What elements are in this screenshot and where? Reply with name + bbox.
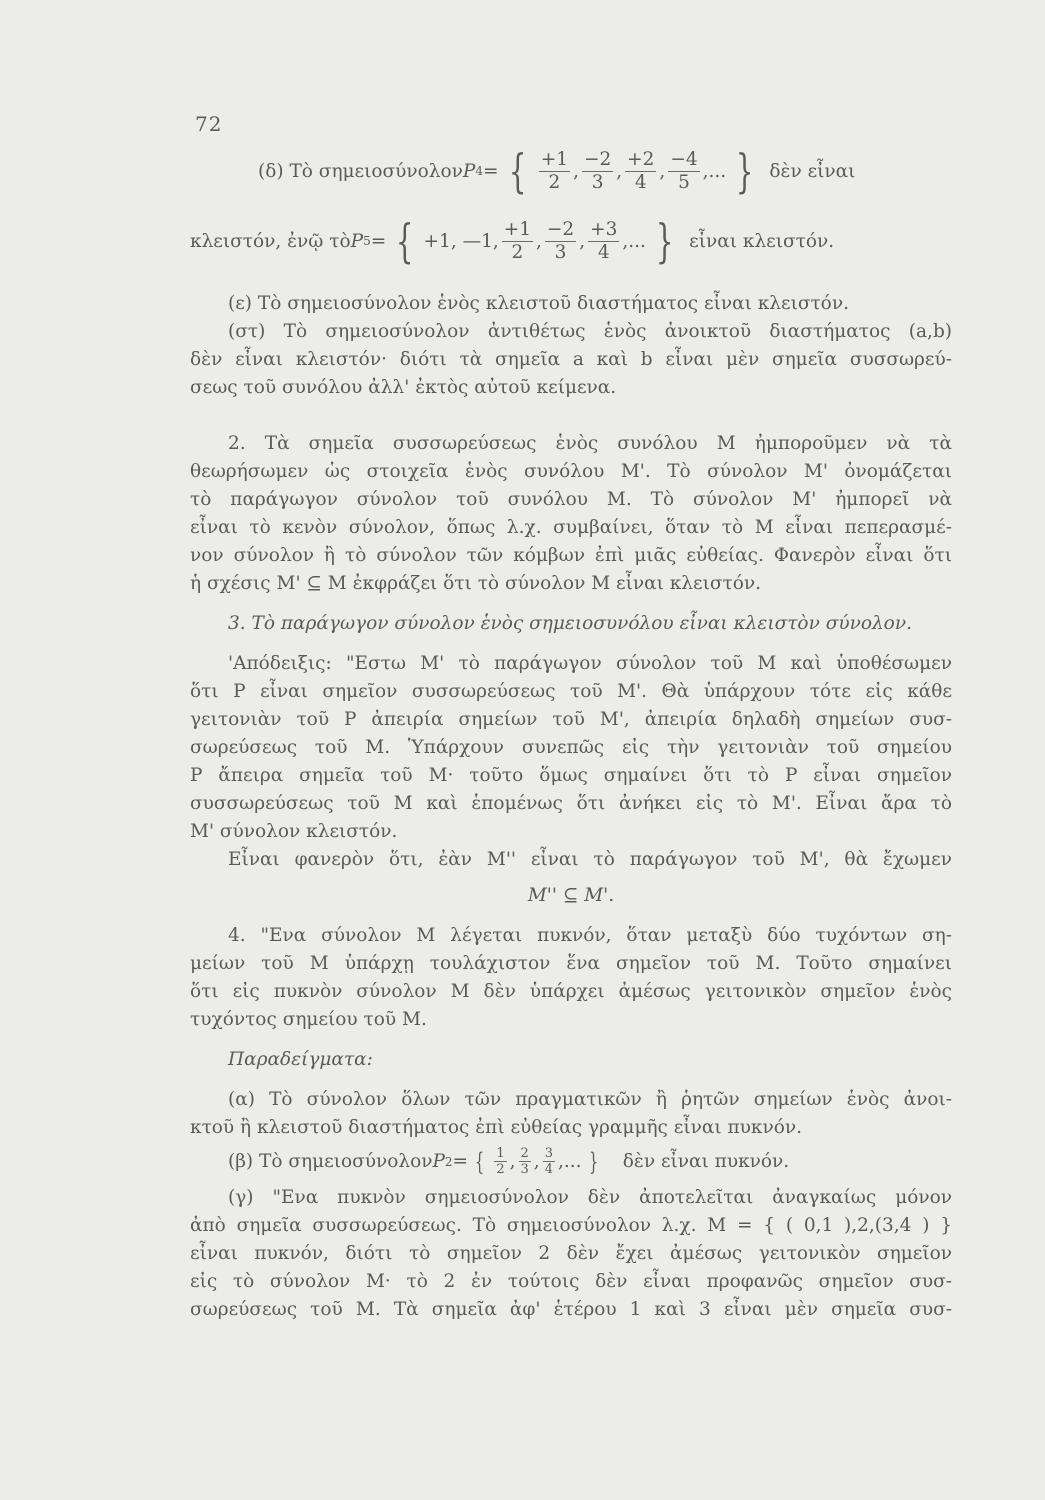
theorem-line: 3. Τὸ παράγωγον σύνολον ἑνὸς σημειοσυνόλου εἶναι κλειστὸν σύνολον. [228, 613, 912, 634]
set-subscript: 2 [444, 1154, 453, 1169]
eq-lead: κλειστόν, ἐνῷ τὸ [190, 230, 351, 252]
page-number: 72 [195, 112, 223, 136]
left-brace: { [508, 144, 526, 198]
text-line: M' σύνολον κλειστόν. [190, 821, 398, 842]
eq-sign: = [370, 230, 387, 252]
ellipsis: ,... [622, 230, 646, 252]
fraction: $\frac{+3}{4}$ [590, 218, 618, 263]
text-line: δὲν εἶναι κλειστόν· διότι τὰ σημεῖα a καὶ b εἶναι μὲν σημεῖα συσσωρεύ- [190, 349, 952, 370]
ellipsis: ,... [702, 160, 727, 182]
text-line: Εἶναι φανερὸν ὅτι, ἐὰν M'' εἶναι τὸ παράγωγον τοῦ M', θὰ ἔχωμεν [228, 849, 952, 870]
text-line: ὅτι εἰς πυκνὸν σύνολον M δὲν ὑπάρχει ἀμέσως γειτονικὸν σημεῖον ἑνὸς [190, 981, 952, 1002]
fraction: $\frac{+1}{2}$ [503, 218, 532, 263]
fraction: $\frac{-2}{3}$ [583, 148, 612, 193]
text-line: νον σύνολον ἢ τὸ σύνολον τῶν κόμβων ἐπὶ μιᾶς εὐθείας. Φανερὸν εἶναι ὅτι [190, 545, 952, 566]
right-brace: } [655, 214, 674, 268]
fraction: $\frac{+2}{4}$ [627, 148, 655, 193]
equation-p2: (β) Τὸ σημειοσύνολον P 2 = { $\frac{1}{2}$ , $\frac{2}{3}$ , $\frac{3}{4}$ ,... } δὲν εἶναι πυκνόν. [228, 1146, 790, 1177]
text-line: σωρεύσεως τοῦ M. Ὑπάρχουν συνεπῶς εἰς τὴν γειτονιὰν τοῦ σημείου [190, 737, 952, 758]
right-brace: } [735, 144, 754, 198]
text-line: (στ) Τὸ σημειοσύνολον ἀντιθέτως ἑνὸς ἀνοικτοῦ διαστήματος (a,b) [228, 321, 952, 342]
text-line: συσσωρεύσεως τοῦ M καὶ ἑπομένως ὅτι ἀνήκει εἰς τὸ M'. Εἶναι ἄρα τὸ [190, 793, 952, 814]
text-line: εἶναι τὸ κενὸν σύνολον, ὅπως λ.χ. συμβαίνει, ὅταν τὸ M εἶναι πεπερασμέ- [190, 517, 952, 538]
set-symbol: P [350, 230, 364, 252]
text-line: τυχόντος σημείου τοῦ M. [190, 1009, 427, 1030]
fraction: $\frac{1}{2}$ [496, 1146, 505, 1177]
text-line: 2. Τὰ σημεῖα συσσωρεύσεως ἑνὸς συνόλου M ἠμποροῦμεν νὰ τὰ [228, 433, 952, 454]
text-line: 'Απόδειξις: "Εστω M' τὸ παράγωγον σύνολον τοῦ M καὶ ὑποθέσωμεν [228, 653, 952, 674]
set-subscript: 4 [475, 164, 483, 178]
eq-tail: δὲν εἶναι [769, 160, 856, 182]
eq-lead: (δ) Τὸ σημειοσύνολον [258, 160, 463, 182]
eq-prefix: +1, —1, [423, 230, 499, 252]
text-line: σωρεύσεως τοῦ M. Τὰ σημεῖα ἀφ' ἑτέρου 1 καὶ 3 εἶναι μὲν σημεῖα συσ- [190, 1299, 952, 1320]
text-line: γειτονιὰν τοῦ P ἀπειρία σημείων τοῦ M', ἀπειρία δηλαδὴ σημείων συσ- [190, 709, 952, 730]
text-line: θεωρήσωμεν ὡς στοιχεῖα ἑνὸς συνόλου M'. Τὸ σύνολον M' ὀνομάζεται [190, 461, 952, 482]
right-brace: } [588, 1147, 598, 1176]
formula-line: M'' ⊆ M'. [527, 885, 615, 906]
fraction: $\frac{-4}{5}$ [670, 148, 698, 193]
text-line: 4. "Ενα σύνολον M λέγεται πυκνόν, ὅταν μεταξὺ δύο τυχόντων ση- [228, 925, 952, 946]
fraction: $\frac{-2}{3}$ [546, 218, 575, 263]
equation-p5: κλειστόν, ἐνῷ τὸ P 5 = { +1, —1, $\frac{+1}{2}$ , $\frac{-2}{3}$ , $\frac{+3}{4}$ ,... } εἶναι κλειστόν. [190, 214, 835, 268]
text-line: μείων τοῦ M ὑπάρχῃ τουλάχιστον ἕνα σημεῖον τοῦ M. Τοῦτο σημαίνει [190, 953, 952, 974]
eq-sign: = [483, 160, 499, 182]
eq-tail: δὲν εἶναι πυκνόν. [622, 1151, 790, 1172]
text-line: εἰς τὸ σύνολον M· τὸ 2 ἐν τούτοις δὲν εἶναι προφανῶς σημεῖον συσ- [190, 1271, 952, 1292]
text-line: εἶναι πυκνόν, διότι τὸ σημεῖον 2 δὲν ἔχει ἀμέσως γειτονικὸν σημεῖον [190, 1243, 952, 1264]
text-line: τὸ παράγωγον σύνολον τοῦ συνόλου M. Τὸ σύνολον M' ἠμπορεῖ νὰ [190, 489, 952, 510]
left-brace: { [396, 214, 414, 268]
text-line: P ἄπειρα σημεῖα τοῦ M· τοῦτο ὅμως σημαίνει ὅτι τὸ P εἶναι σημεῖον [190, 765, 952, 786]
set-symbol: P [462, 160, 476, 182]
text-line: (ε) Τὸ σημειοσύνολον ἑνὸς κλειστοῦ διαστήματος εἶναι κλειστόν. [228, 293, 849, 314]
fraction: $\frac{3}{4}$ [544, 1146, 553, 1177]
ellipsis: ,... [557, 1151, 582, 1172]
eq-sign: = [452, 1151, 469, 1172]
examples-heading: Παραδείγματα: [228, 1049, 373, 1070]
text-line: κτοῦ ἢ κλειστοῦ διαστήματος ἐπὶ εὐθείας γραμμῆς εἶναι πυκνόν. [190, 1117, 802, 1138]
text-line: σεως τοῦ συνόλου ἀλλ' ἐκτὸς αὐτοῦ κείμενα. [190, 377, 617, 398]
text-line: ἀπὸ σημεῖα συσσωρεύσεως. Τὸ σημειοσύνολον λ.χ. M = { ( 0,1 ),2,(3,4 ) } [190, 1215, 952, 1236]
eq-lead: (β) Τὸ σημειοσύνολον [228, 1151, 433, 1172]
equation-p4: (δ) Τὸ σημειοσύνολον P 4 = { $\frac{+1}{2}$ , $\frac{-2}{3}$ , $\frac{+2}{4}$ , $\frac{-4}{5}$ ,... } δὲν εἶναι [258, 144, 856, 198]
text-line: ἡ σχέσις M' ⊆ M ἐκφράζει ὅτι τὸ σύνολον M εἶναι κλειστόν. [190, 573, 761, 594]
set-subscript: 5 [363, 234, 371, 248]
eq-tail: εἶναι κλειστόν. [689, 230, 835, 252]
text-line: (α) Τὸ σύνολον ὅλων τῶν πραγματικῶν ἢ ῥητῶν σημείων ἑνὸς ἀνοι- [228, 1089, 952, 1110]
text-line: ὅτι P εἶναι σημεῖον συσσωρεύσεως τοῦ M'. Θὰ ὑπάρχουν τότε εἰς κάθε [190, 681, 952, 702]
text-line: (γ) "Ενα πυκνὸν σημειοσύνολον δὲν ἀποτελεῖται ἀναγκαίως μόνον [228, 1187, 952, 1208]
fraction: $\frac{2}{3}$ [520, 1146, 529, 1177]
left-brace: { [475, 1147, 485, 1176]
set-symbol: P [432, 1151, 445, 1172]
fraction: $\frac{+1}{2}$ [540, 148, 569, 193]
